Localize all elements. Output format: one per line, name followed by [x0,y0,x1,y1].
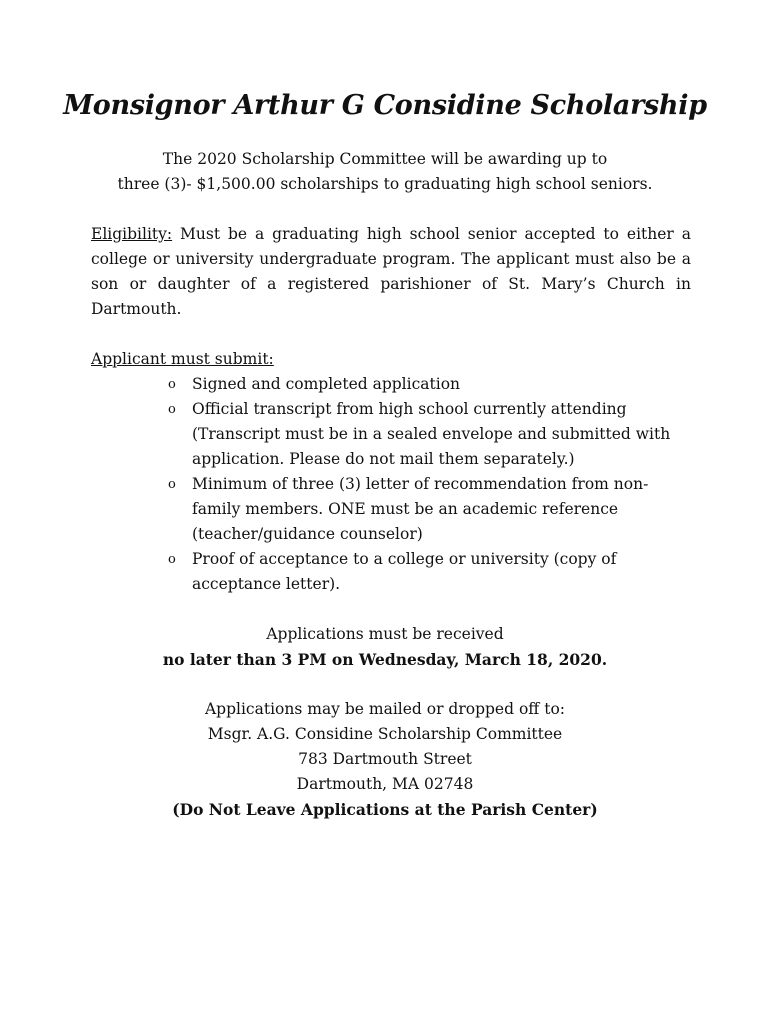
requirement-text: Official transcript from high school currently attending (Transcript must be in a sealed envelope and submitted with application. Please do not mail them separately.) [192,400,671,468]
bullet-marker: o [168,552,176,567]
submit-heading: Applicant must submit: [91,350,274,368]
mailing-intro: Applications may be mailed or dropped off to: [204,700,566,718]
list-item [168,397,678,472]
mailing-block [0,697,770,822]
requirement-text: Proof of acceptance to a college or university (copy of acceptance letter). [192,550,617,593]
list-item [168,547,678,597]
bullet-marker: o [168,477,176,492]
intro-paragraph [60,147,710,197]
bullet-marker: o [168,402,176,417]
deadline-line-2: no later than 3 PM on Wednesday, March 18, 2020. [162,650,608,669]
list-item [168,472,678,547]
requirements-list [168,372,678,597]
mailing-street: 783 Dartmouth Street [298,750,472,768]
bullet-marker: o [168,377,176,392]
intro-line-1: The 2020 Scholarship Committee will be awarding up to [162,150,608,168]
deadline-line-1: Applications must be received [266,625,504,643]
intro-line-2: three (3)- $1,500.00 scholarships to graduating high school seniors. [117,175,653,193]
eligibility-label: Eligibility: [91,225,173,243]
eligibility-paragraph [91,222,691,322]
requirement-text: Signed and completed application [192,375,461,393]
requirement-text: Minimum of three (3) letter of recommendation from non-family members. ONE must be an academic reference (teacher/guidance counselor) [192,475,649,543]
deadline-block [0,622,770,672]
list-item [168,372,678,397]
mailing-note: (Do Not Leave Applications at the Parish Center) [172,800,598,819]
document-title: Monsignor Arthur G Considine Scholarship [63,90,707,121]
mailing-city: Dartmouth, MA 02748 [296,775,474,793]
eligibility-text: Must be a graduating high school senior accepted to either a college or university undergraduate program. The applicant must also be a son or daughter of a registered parishioner of St. Mary’s Church in Dartmouth. [91,225,691,318]
mailing-name: Msgr. A.G. Considine Scholarship Committee [207,725,563,743]
